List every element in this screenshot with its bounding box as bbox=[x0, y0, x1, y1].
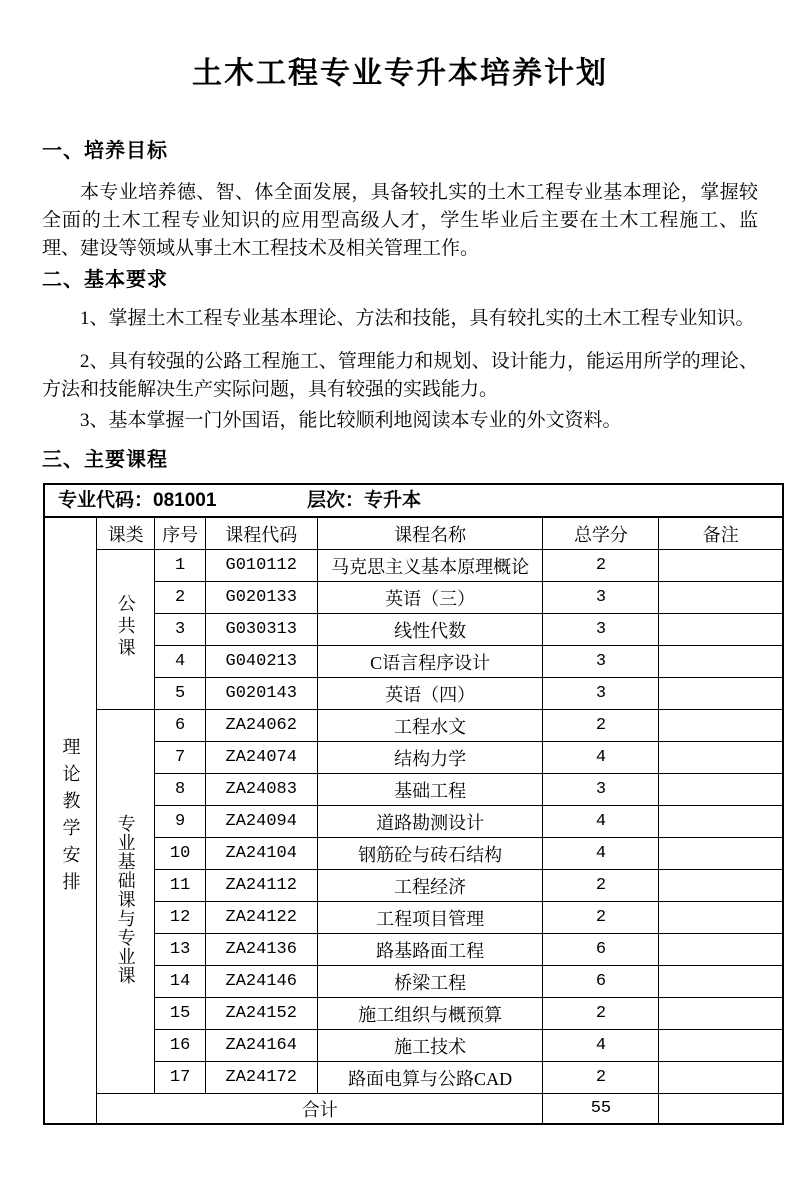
course-code: ZA24122 bbox=[205, 902, 317, 934]
course-row bbox=[44, 1030, 783, 1062]
course-no: 8 bbox=[155, 774, 205, 806]
course-no: 10 bbox=[155, 838, 205, 870]
course-row bbox=[44, 806, 783, 838]
course-code: ZA24104 bbox=[205, 838, 317, 870]
course-row bbox=[44, 774, 783, 806]
group-major-cell bbox=[96, 710, 154, 1094]
course-remark bbox=[659, 934, 783, 966]
course-credits: 2 bbox=[543, 710, 659, 742]
course-name: C语言程序设计 bbox=[317, 646, 543, 678]
course-code: G020133 bbox=[205, 582, 317, 614]
table-header-row bbox=[44, 517, 783, 550]
course-code: ZA24172 bbox=[205, 1062, 317, 1094]
course-name: 基础工程 bbox=[317, 774, 543, 806]
course-name: 结构力学 bbox=[317, 742, 543, 774]
course-remark bbox=[659, 870, 783, 902]
course-remark bbox=[659, 550, 783, 582]
course-no: 9 bbox=[155, 806, 205, 838]
course-code: ZA24112 bbox=[205, 870, 317, 902]
course-name: 工程水文 bbox=[317, 710, 543, 742]
total-remark bbox=[659, 1094, 783, 1125]
header-class: 课类 bbox=[96, 517, 154, 550]
course-code: G010112 bbox=[205, 550, 317, 582]
course-code: ZA24062 bbox=[205, 710, 317, 742]
major-code-row bbox=[44, 484, 783, 517]
course-row bbox=[44, 1062, 783, 1094]
course-no: 6 bbox=[155, 710, 205, 742]
course-name: 路基路面工程 bbox=[317, 934, 543, 966]
course-code: G020143 bbox=[205, 678, 317, 710]
course-no: 14 bbox=[155, 966, 205, 998]
course-name: 桥梁工程 bbox=[317, 966, 543, 998]
course-code: ZA24094 bbox=[205, 806, 317, 838]
course-name: 钢筋砼与砖石结构 bbox=[317, 838, 543, 870]
header-remark: 备注 bbox=[659, 517, 783, 550]
course-credits: 3 bbox=[543, 774, 659, 806]
total-row bbox=[44, 1094, 783, 1125]
course-row bbox=[44, 550, 783, 582]
course-row bbox=[44, 710, 783, 742]
course-name: 施工组织与概预算 bbox=[317, 998, 543, 1030]
course-code: ZA24164 bbox=[205, 1030, 317, 1062]
course-row bbox=[44, 966, 783, 998]
course-no: 4 bbox=[155, 646, 205, 678]
course-row bbox=[44, 742, 783, 774]
course-row bbox=[44, 678, 783, 710]
course-no: 2 bbox=[155, 582, 205, 614]
level-label: 层次：专升本 bbox=[307, 490, 422, 511]
course-credits: 2 bbox=[543, 1062, 659, 1094]
course-name: 马克思主义基本原理概论 bbox=[317, 550, 543, 582]
header-credits: 总学分 bbox=[543, 517, 659, 550]
group-public-label: 公共课 bbox=[115, 594, 136, 660]
course-no: 5 bbox=[155, 678, 205, 710]
paragraph-training-goal: 本专业培养德、智、体全面发展，具备较扎实的土木工程专业基本理论，掌握较全面的土木工程专业知识的应用型高级人才，学生毕业后主要在土木工程施工、监理、建设等领域从事土木工程技术及相关管理工作。 bbox=[42, 182, 758, 259]
course-remark bbox=[659, 966, 783, 998]
course-row bbox=[44, 998, 783, 1030]
course-no: 16 bbox=[155, 1030, 205, 1062]
course-credits: 2 bbox=[543, 998, 659, 1030]
course-name: 工程项目管理 bbox=[317, 902, 543, 934]
course-credits: 2 bbox=[543, 550, 659, 582]
course-credits: 3 bbox=[543, 646, 659, 678]
course-credits: 4 bbox=[543, 1030, 659, 1062]
page-title: 土木工程专业专升本培养计划 bbox=[192, 57, 608, 90]
course-name: 线性代数 bbox=[317, 614, 543, 646]
course-credits: 6 bbox=[543, 966, 659, 998]
course-name: 施工技术 bbox=[317, 1030, 543, 1062]
total-credits: 55 bbox=[543, 1094, 659, 1125]
course-remark bbox=[659, 582, 783, 614]
course-name: 工程经济 bbox=[317, 870, 543, 902]
course-credits: 4 bbox=[543, 742, 659, 774]
course-remark bbox=[659, 806, 783, 838]
course-no: 7 bbox=[155, 742, 205, 774]
course-credits: 4 bbox=[543, 806, 659, 838]
course-no: 1 bbox=[155, 550, 205, 582]
course-row bbox=[44, 902, 783, 934]
course-row bbox=[44, 646, 783, 678]
course-remark bbox=[659, 838, 783, 870]
course-credits: 3 bbox=[543, 582, 659, 614]
group-public-cell bbox=[96, 550, 154, 710]
course-no: 13 bbox=[155, 934, 205, 966]
header-name: 课程名称 bbox=[317, 517, 543, 550]
course-name: 英语（三） bbox=[317, 582, 543, 614]
requirement-item-3: 3、基本掌握一门外国语，能比较顺利地阅读本专业的外文资料。 bbox=[80, 410, 622, 431]
course-no: 15 bbox=[155, 998, 205, 1030]
course-remark bbox=[659, 646, 783, 678]
course-credits: 6 bbox=[543, 934, 659, 966]
course-remark bbox=[659, 710, 783, 742]
course-code: ZA24152 bbox=[205, 998, 317, 1030]
major-code-label: 专业代码：081001 bbox=[58, 490, 217, 511]
side-label-cell bbox=[44, 517, 96, 1124]
course-remark bbox=[659, 1062, 783, 1094]
course-code: ZA24074 bbox=[205, 742, 317, 774]
header-code: 课程代码 bbox=[205, 517, 317, 550]
course-remark bbox=[659, 902, 783, 934]
course-no: 11 bbox=[155, 870, 205, 902]
course-no: 17 bbox=[155, 1062, 205, 1094]
course-credits: 3 bbox=[543, 614, 659, 646]
major-code-cell bbox=[44, 484, 783, 517]
course-name: 英语（四） bbox=[317, 678, 543, 710]
header-no: 序号 bbox=[155, 517, 205, 550]
course-remark bbox=[659, 614, 783, 646]
course-code: G040213 bbox=[205, 646, 317, 678]
course-name: 道路勘测设计 bbox=[317, 806, 543, 838]
group-major-label: 专业基础课与专业课 bbox=[115, 813, 136, 985]
course-code: ZA24146 bbox=[205, 966, 317, 998]
course-credits: 4 bbox=[543, 838, 659, 870]
course-row bbox=[44, 870, 783, 902]
course-no: 12 bbox=[155, 902, 205, 934]
course-credits: 3 bbox=[543, 678, 659, 710]
course-credits: 2 bbox=[543, 870, 659, 902]
heading-basic-requirements: 二、基本要求 bbox=[42, 269, 168, 291]
course-remark bbox=[659, 678, 783, 710]
course-remark bbox=[659, 998, 783, 1030]
course-remark bbox=[659, 1030, 783, 1062]
course-row bbox=[44, 838, 783, 870]
course-code: ZA24083 bbox=[205, 774, 317, 806]
course-credits: 2 bbox=[543, 902, 659, 934]
requirement-item-1: 1、掌握土木工程专业基本理论、方法和技能，具有较扎实的土木工程专业知识。 bbox=[80, 308, 755, 329]
course-table bbox=[43, 483, 784, 1125]
course-code: ZA24136 bbox=[205, 934, 317, 966]
course-remark bbox=[659, 742, 783, 774]
heading-training-goal: 一、培养目标 bbox=[42, 140, 168, 162]
heading-main-courses: 三、主要课程 bbox=[42, 449, 168, 471]
total-label: 合计 bbox=[96, 1094, 543, 1125]
course-row bbox=[44, 614, 783, 646]
course-no: 3 bbox=[155, 614, 205, 646]
course-row bbox=[44, 582, 783, 614]
requirement-item-2: 2、具有较强的公路工程施工、管理能力和规划、设计能力，能运用所学的理论、方法和技能解决生产实际问题，具有较强的实践能力。 bbox=[42, 351, 758, 400]
course-row bbox=[44, 934, 783, 966]
course-name: 路面电算与公路CAD bbox=[317, 1062, 543, 1094]
side-label: 理论教学安排 bbox=[60, 737, 81, 899]
course-code: G030313 bbox=[205, 614, 317, 646]
course-remark bbox=[659, 774, 783, 806]
